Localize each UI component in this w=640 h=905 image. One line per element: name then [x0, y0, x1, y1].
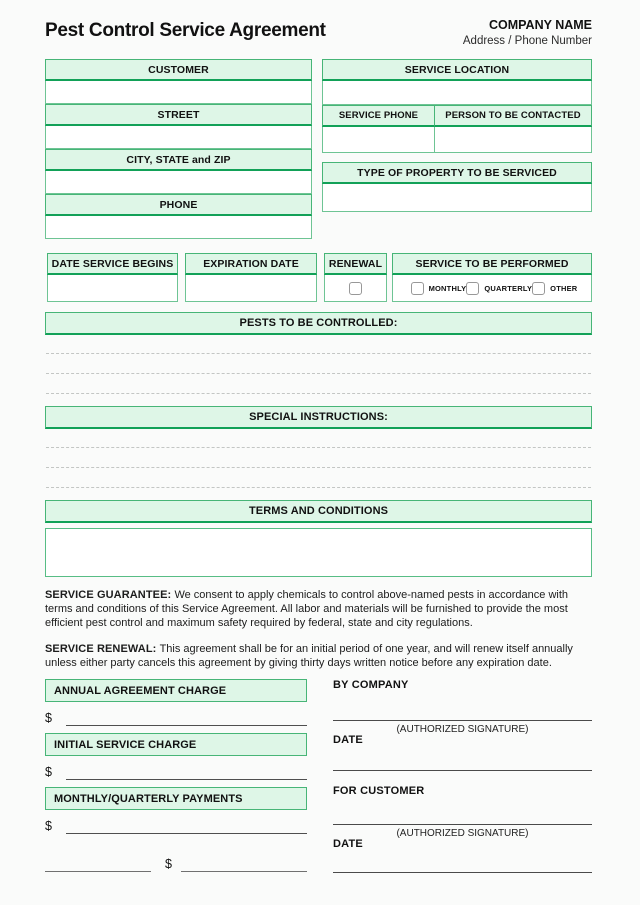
company-name: COMPANY NAME — [488, 18, 592, 32]
phone-input[interactable] — [45, 216, 312, 239]
street-input[interactable] — [45, 126, 312, 149]
person-to-be-contacted-label: PERSON TO BE CONTACTED — [435, 105, 592, 127]
property-type-group — [322, 162, 592, 212]
service-to-be-performed-label: SERVICE TO BE PERFORMED — [392, 253, 592, 275]
dollar-sign: $ — [165, 857, 172, 872]
charges-and-signatures — [45, 679, 592, 873]
page-title: Pest Control Service Agreement — [45, 20, 326, 41]
special-instructions-section — [45, 406, 592, 429]
special-instructions-label: SPECIAL INSTRUCTIONS: — [45, 406, 592, 429]
terms-and-conditions-label: TERMS AND CONDITIONS — [45, 500, 592, 523]
service-guarantee-label: SERVICE GUARANTEE: — [45, 589, 172, 601]
service-location-column — [322, 59, 592, 239]
customer-signature-line[interactable] — [333, 824, 592, 825]
writing-line[interactable] — [46, 373, 591, 374]
initial-service-charge-label: INITIAL SERVICE CHARGE — [45, 733, 307, 756]
renewal-group — [324, 253, 387, 302]
extra-amount-right-input[interactable] — [181, 854, 307, 872]
initial-service-charge-row — [45, 756, 307, 780]
terms-and-conditions-input[interactable] — [45, 528, 592, 577]
renewal-checkbox[interactable] — [349, 282, 362, 295]
city-state-zip-label: CITY, STATE and ZIP — [45, 149, 312, 171]
writing-line[interactable] — [46, 393, 591, 394]
customer-column — [45, 59, 312, 239]
service-guarantee-paragraph — [45, 588, 592, 631]
writing-line[interactable] — [46, 353, 591, 354]
monthly-checkbox[interactable] — [411, 282, 424, 295]
signatures-column — [333, 679, 592, 873]
city-state-zip-input[interactable] — [45, 171, 312, 194]
other-option — [532, 282, 577, 295]
date-service-begins-label: DATE SERVICE BEGINS — [47, 253, 178, 275]
dollar-sign: $ — [45, 819, 52, 834]
service-renewal-paragraph — [45, 642, 592, 670]
monthly-label: MONTHLY — [428, 283, 467, 293]
service-phone-input[interactable] — [322, 127, 435, 153]
customer-input[interactable] — [45, 81, 312, 104]
company-signature-line[interactable] — [333, 720, 592, 721]
renewal-label: RENEWAL — [324, 253, 387, 275]
service-to-be-performed-group — [392, 253, 592, 302]
quarterly-label: QUARTERLY — [484, 283, 533, 293]
renewal-checkbox-cell — [324, 275, 387, 302]
customer-date-line[interactable] — [333, 872, 592, 873]
date-service-begins-input[interactable] — [47, 275, 178, 302]
contact-section — [45, 59, 592, 239]
service-frequency-options — [392, 275, 592, 302]
customer-label: CUSTOMER — [45, 59, 312, 81]
service-renewal-label: SERVICE RENEWAL: — [45, 642, 157, 655]
service-location-label: SERVICE LOCATION — [322, 59, 592, 81]
service-renewal-text: This agreement shall be for an initial period of one year, and will renew itself annually unless either party cancels this agreement by giving thirty days written notice before any expiration date. — [45, 642, 573, 669]
service-phone-contact-inputs — [322, 127, 592, 153]
monthly-quarterly-payments-input[interactable] — [66, 816, 307, 834]
initial-service-charge-input[interactable] — [66, 762, 307, 780]
annual-agreement-charge-row — [45, 702, 307, 726]
customer-authorized-signature-caption: (AUTHORIZED SIGNATURE) — [396, 828, 529, 840]
pests-section — [45, 312, 592, 335]
writing-line[interactable] — [46, 447, 591, 448]
customer-date-label: DATE — [333, 838, 363, 851]
expiration-date-input[interactable] — [185, 275, 317, 302]
company-date-label: DATE — [333, 734, 363, 747]
for-customer-label: FOR CUSTOMER — [333, 785, 425, 798]
service-phone-contact-labels — [322, 105, 592, 127]
company-authorized-signature-caption: (AUTHORIZED SIGNATURE) — [396, 724, 529, 736]
company-address-phone: Address / Phone Number — [462, 35, 592, 47]
extra-amount-row — [45, 842, 307, 872]
quarterly-option — [466, 282, 532, 295]
annual-agreement-charge-input[interactable] — [66, 708, 307, 726]
date-service-begins-group — [47, 253, 178, 302]
other-checkbox[interactable] — [532, 282, 545, 295]
schedule-section — [47, 253, 592, 302]
writing-line[interactable] — [46, 487, 591, 488]
document-header — [45, 18, 592, 47]
monthly-option — [411, 282, 467, 295]
service-guarantee-text: We consent to apply chemicals to control above-named pests in accordance with terms and conditions of this Service Agreement. All labor and materials will be furnished to provide the most efficient pest control and maximum safety required by federal, state and city regulations. — [45, 589, 568, 630]
quarterly-checkbox[interactable] — [466, 282, 479, 295]
dollar-sign: $ — [45, 765, 52, 780]
company-date-line[interactable] — [333, 770, 592, 771]
street-label: STREET — [45, 104, 312, 126]
dollar-sign: $ — [45, 711, 52, 726]
writing-line[interactable] — [46, 467, 591, 468]
monthly-quarterly-payments-label: MONTHLY/QUARTERLY PAYMENTS — [45, 787, 307, 810]
monthly-quarterly-payments-row — [45, 810, 307, 834]
expiration-date-label: EXPIRATION DATE — [185, 253, 317, 275]
property-type-input[interactable] — [322, 184, 592, 212]
extra-amount-left-input[interactable] — [45, 854, 151, 872]
annual-agreement-charge-label: ANNUAL AGREEMENT CHARGE — [45, 679, 307, 702]
other-label: OTHER — [550, 283, 578, 293]
terms-section — [45, 500, 592, 523]
person-to-be-contacted-input[interactable] — [435, 127, 592, 153]
company-info — [463, 18, 592, 47]
expiration-date-group — [185, 253, 317, 302]
special-instructions-writing-area[interactable] — [45, 447, 592, 488]
charges-column — [45, 679, 307, 873]
pests-to-be-controlled-label: PESTS TO BE CONTROLLED: — [45, 312, 592, 335]
phone-label: PHONE — [45, 194, 312, 216]
property-type-label: TYPE OF PROPERTY TO BE SERVICED — [322, 162, 592, 184]
by-company-label: BY COMPANY — [333, 679, 409, 692]
service-location-input[interactable] — [322, 81, 592, 105]
pests-writing-area[interactable] — [45, 353, 592, 394]
service-phone-label: SERVICE PHONE — [322, 105, 435, 127]
